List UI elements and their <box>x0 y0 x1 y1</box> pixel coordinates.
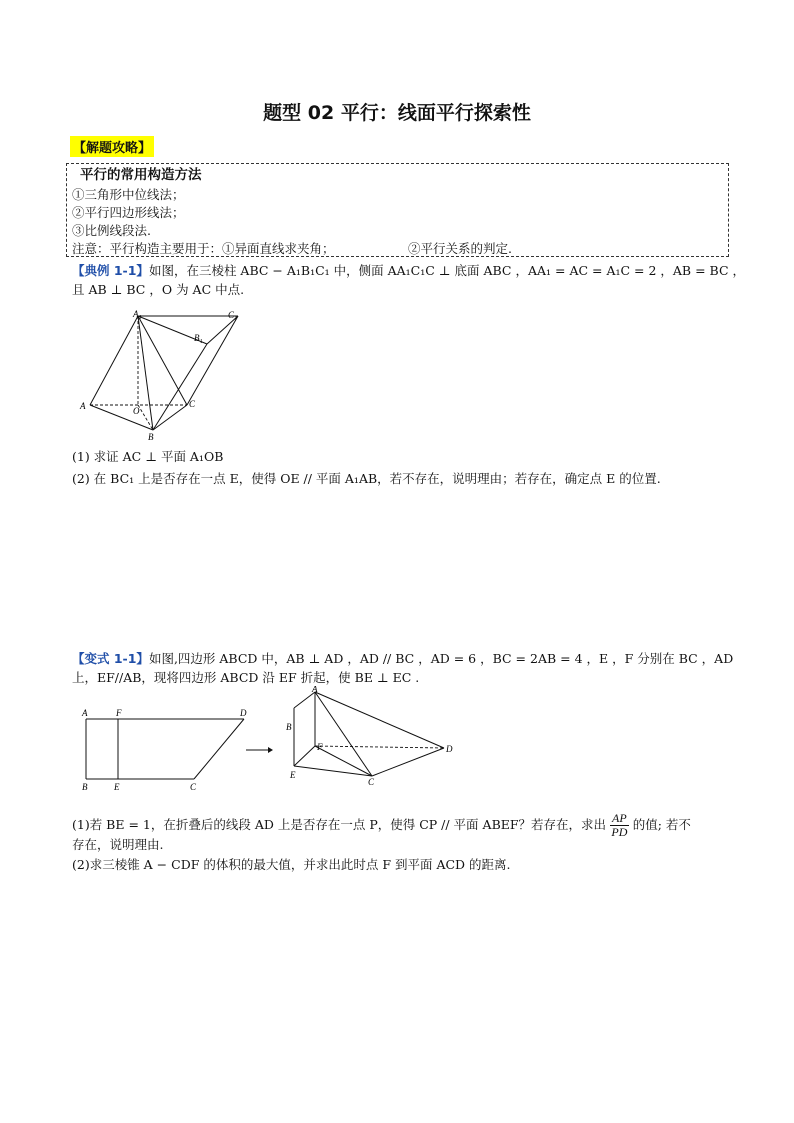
example-question-2: (2) 在 BC₁ 上是否存在一点 E，使得 OE // 平面 A₁AB，若不存在，说明理由；若存在，确定点 E 的位置. <box>72 471 661 486</box>
label-O: O <box>133 406 140 416</box>
label-A1: A₁ <box>133 309 142 319</box>
label-B: B <box>148 432 154 442</box>
fraction-numerator: AP <box>612 811 627 825</box>
variant-label: 【变式 1-1】 <box>72 651 149 666</box>
fig1-label-E: E <box>114 782 120 792</box>
prism-figure <box>76 308 252 444</box>
fig2-label-A: A <box>312 686 318 694</box>
fig1-label-C: C <box>190 782 197 792</box>
strategy-item-3: ③比例线段法. <box>72 223 151 238</box>
fig2-label-F: F <box>317 742 323 752</box>
label-C1: C₁ <box>228 310 238 320</box>
variant-text-1: 如图,四边形 ABCD 中，AB ⊥ AD ，AD // BC ，AD = 6 ，BC = 2AB = 4 ，E ，F 分别在 BC ，AD <box>148 651 734 666</box>
strategy-item-1: ①三角形中位线法； <box>72 187 185 202</box>
strategy-heading: 平行的常用构造方法 <box>80 167 202 183</box>
variant-question-1a <box>72 812 691 839</box>
variant-line-1 <box>72 650 733 668</box>
fig2-label-E: E <box>290 770 296 780</box>
variant-q1-text: (1)若 BE = 1，在折叠后的线段 AD 上是否存在一点 P，使得 CP // 平面 ABEF？若存在，求出 <box>72 817 607 832</box>
example-line-2: 且 AB ⊥ BC ，O 为 AC 中点. <box>72 282 245 297</box>
variant-q1-tail: 的值; 若不 <box>632 817 691 832</box>
strategy-note-b: ②平行关系的判定. <box>408 241 512 256</box>
variant-question-2: (2)求三棱锥 A − CDF 的体积的最大值，并求出此时点 F 到平面 ACD 的距离. <box>72 857 511 872</box>
strategy-item-2: ②平行四边形线法； <box>72 205 185 220</box>
fig1-label-A: A <box>82 708 88 718</box>
fig2-label-B: B <box>286 722 292 732</box>
example-text-1: 如图，在三棱柱 ABC − A₁B₁C₁ 中，侧面 AA₁C₁C ⊥ 底面 ABC ，AA₁ = AC = A₁C = 2 ，AB = BC ， <box>148 263 745 278</box>
label-A: A <box>80 401 86 411</box>
page-title: 题型 02 平行：线面平行探索性 <box>263 102 531 124</box>
fraction-denominator: PD <box>611 825 628 839</box>
fig1-label-B: B <box>82 782 88 792</box>
strategy-note-a: 注意：平行构造主要用于：①异面直线求夹角； <box>72 241 335 256</box>
example-question-1: (1) 求证 AC ⊥ 平面 A₁OB <box>72 449 224 464</box>
variant-line-2: 上，EF//AB，现将四边形 ABCD 沿 EF 折起，使 BE ⊥ EC . <box>72 670 420 685</box>
fig2-label-D: D <box>446 744 453 754</box>
strategy-tag: 【解题攻略】 <box>70 136 154 157</box>
ratio-fraction <box>610 812 629 839</box>
fig1-label-D: D <box>240 708 247 718</box>
label-C: C <box>189 399 196 409</box>
example-line-1 <box>72 262 745 280</box>
variant-question-1c: 存在，说明理由. <box>72 837 164 852</box>
example-label: 【典例 1-1】 <box>72 263 149 278</box>
fig2-label-C: C <box>368 777 375 786</box>
arrow-icon <box>244 744 274 756</box>
folded-figure <box>284 686 464 786</box>
fig1-label-F: F <box>116 708 122 718</box>
label-B1: B₁ <box>194 333 203 343</box>
